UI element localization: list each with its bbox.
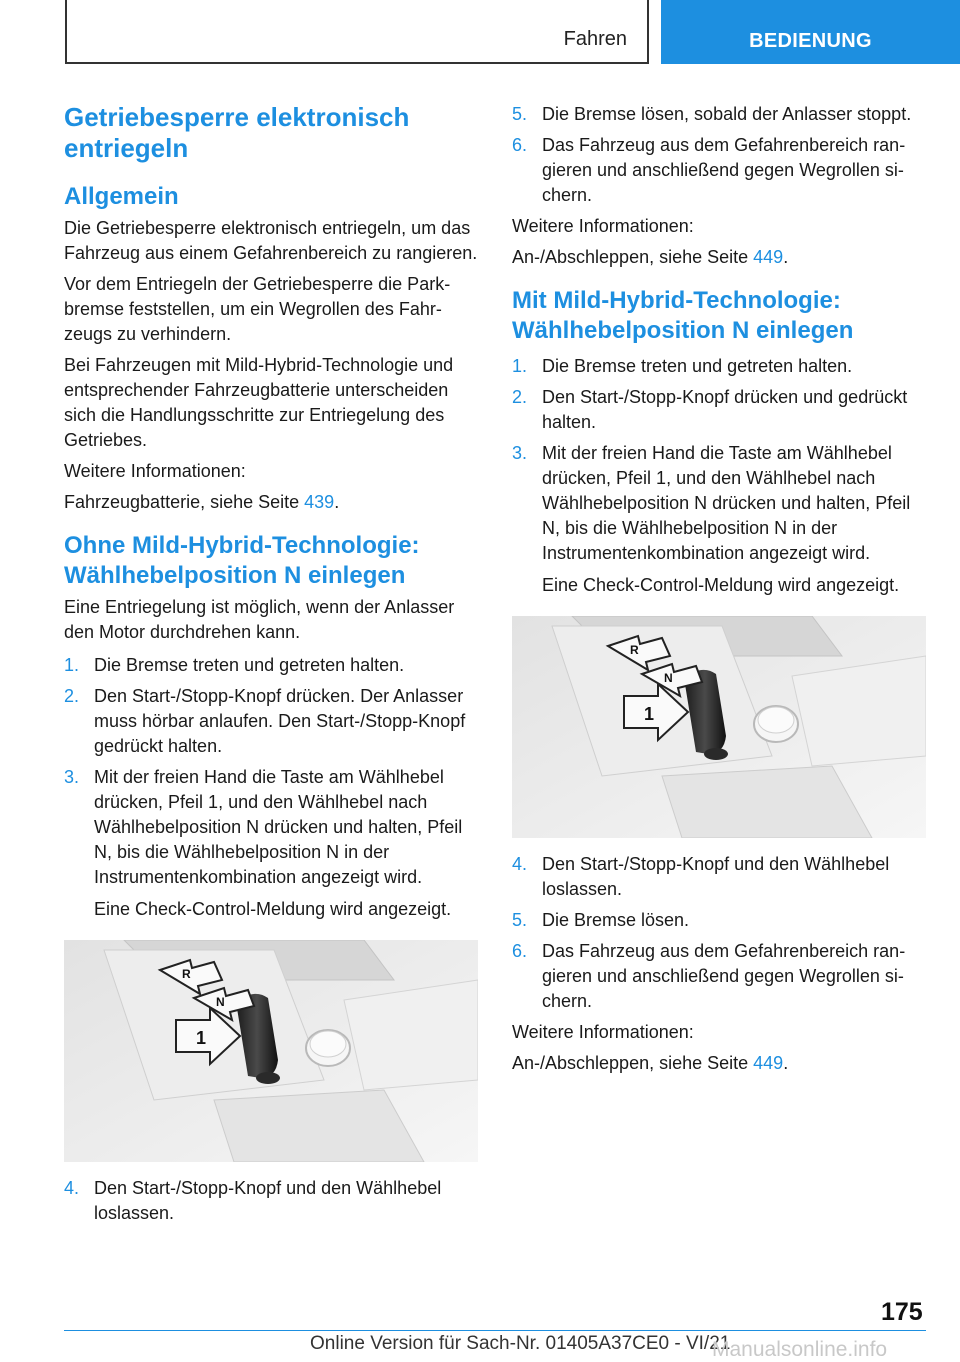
cross-reference — [512, 1051, 926, 1076]
paragraph-1: Die Getriebesperre elektronisch entriegeln, um das Fahrzeug aus einem Gefahrenbereich zu rangieren. — [64, 218, 478, 263]
page-number: 175 — [881, 1298, 923, 1326]
footer-online-version: Online Version für Sach-Nr. 01405A37CE0 - VI/21 — [310, 1333, 731, 1354]
list-item — [64, 765, 478, 922]
gear-selector-illustration — [64, 940, 478, 1162]
cross-reference-dot: . — [334, 492, 340, 512]
cross-reference-text: Fahrzeugbatterie, siehe Seite — [64, 492, 305, 512]
list-item — [512, 133, 926, 208]
step-text: Mit der freien Hand die Taste am Wählhebel drücken, Pfeil 1, und den Wählhebel nach Wählhebelposition N drücken und halten, Pfeil N, bis die Wählhebelposition N in der Instrumentenkombination angezeigt wird. — [94, 767, 463, 887]
cross-reference — [512, 245, 926, 270]
page-link-449[interactable]: 449 — [753, 247, 784, 267]
steps-list-left-continued — [64, 1176, 478, 1226]
cross-reference-dot: . — [783, 1053, 789, 1073]
step-number: 4. — [64, 1178, 80, 1198]
footer-divider — [64, 1330, 926, 1331]
steps-list-right-b — [512, 354, 926, 598]
gear-selector-illustration — [512, 616, 926, 838]
more-info-label: Weitere Informationen: — [512, 216, 694, 236]
step-text: Den Start-/Stopp-Knopf und den Wählhebel loslassen. — [94, 1178, 442, 1223]
list-item — [512, 441, 926, 598]
step-subtext: Eine Check-Control-Meldung wird angezeigt. — [542, 575, 900, 595]
step-number: 6. — [512, 941, 528, 961]
cross-reference — [64, 490, 478, 515]
list-item — [512, 354, 926, 379]
step-number: 5. — [512, 104, 528, 124]
list-item — [512, 852, 926, 902]
steps-list-left — [64, 653, 478, 922]
step-text: Die Bremse lösen, sobald der Anlasser stoppt. — [542, 104, 912, 124]
list-item — [512, 385, 926, 435]
step-text: Die Bremse treten und getreten halten. — [94, 655, 405, 675]
cross-reference-text: An-/Abschleppen, siehe Seite — [512, 1053, 754, 1073]
list-item — [512, 908, 926, 933]
step-text: Die Bremse lösen. — [542, 910, 690, 930]
cross-reference-text: An-/Abschleppen, siehe Seite — [512, 247, 754, 267]
step-number: 2. — [512, 387, 528, 407]
paragraph-2: Vor dem Entriegeln der Getriebesperre die Parkbremse feststellen, um ein Wegrollen des Fahrzeugs zu verhindern. — [64, 274, 451, 344]
step-number: 1. — [64, 655, 80, 675]
step-number: 6. — [512, 135, 528, 155]
gear-selector-drawing — [64, 940, 478, 1162]
header-chapter-tab — [661, 0, 960, 64]
header-section-box — [65, 0, 649, 64]
steps-list-right-a — [512, 102, 926, 208]
arrow-1-label: 1 — [644, 704, 655, 724]
gear-selector-drawing — [512, 616, 926, 838]
intro-paragraph: Eine Entriegelung ist möglich, wenn der Anlasser den Motor durchdrehen kann. — [64, 597, 455, 642]
list-item — [64, 653, 478, 678]
paragraph-3: Bei Fahrzeugen mit Mild-Hybrid-Technologie und entsprechender Fahrzeugbatterie unterscheiden sich die Handlungsschritte zur Entriegelung des Getriebes. — [64, 355, 454, 450]
arrow-r-label: R — [182, 967, 191, 981]
steps-list-right-c — [512, 852, 926, 1014]
step-subtext: Eine Check-Control-Meldung wird angezeigt. — [94, 899, 452, 919]
step-text: Den Start-/Stopp-Knopf drücken. Der Anlasser muss hörbar anlaufen. Den Start-/Stopp-Knopf gedrückt halten. — [94, 686, 466, 756]
step-number: 4. — [512, 854, 528, 874]
more-info-label: Weitere Informationen: — [64, 461, 246, 481]
list-item — [64, 684, 478, 759]
arrow-1-label: 1 — [196, 1028, 207, 1048]
list-item — [64, 1176, 478, 1226]
header-section-label: Fahren — [563, 28, 627, 50]
page-title: Getriebesperre elektronisch entriegeln — [64, 102, 410, 163]
step-number: 3. — [64, 767, 80, 787]
heading-general: Allgemein — [64, 183, 179, 210]
arrow-r-label: R — [630, 643, 639, 657]
cross-reference-dot: . — [783, 247, 789, 267]
step-text: Das Fahrzeug aus dem Gefahrenbereich rangieren und anschließend gegen Wegrollen sichern. — [542, 135, 906, 205]
step-text: Mit der freien Hand die Taste am Wählhebel drücken, Pfeil 1, und den Wählhebel nach Wählhebelposition N drücken und halten, Pfeil N, bis die Wählhebelposition N in der Instrumentenkombination angezeigt wird. — [542, 443, 911, 563]
step-number: 2. — [64, 686, 80, 706]
watermark: Manualsonline.info — [712, 1338, 888, 1361]
page-link-439[interactable]: 439 — [304, 492, 335, 512]
heading-without-mild-hybrid: Ohne Mild-Hybrid-Technologie: Wählhebelposition N einlegen — [64, 532, 420, 589]
step-text: Den Start-/Stopp-Knopf und den Wählhebel loslassen. — [542, 854, 890, 899]
list-item — [512, 102, 926, 127]
step-number: 1. — [512, 356, 528, 376]
list-item — [512, 939, 926, 1014]
step-number: 5. — [512, 910, 528, 930]
step-text: Die Bremse treten und getreten halten. — [542, 356, 853, 376]
left-column — [64, 102, 478, 1226]
step-text: Den Start-/Stopp-Knopf drücken und gedrückt halten. — [542, 387, 908, 432]
page-link-449[interactable]: 449 — [753, 1053, 784, 1073]
more-info-label: Weitere Informationen: — [512, 1022, 694, 1042]
arrow-n-label: N — [216, 995, 225, 1009]
right-column — [512, 102, 926, 1076]
step-number: 3. — [512, 443, 528, 463]
header-chapter-label: BEDIENUNG — [749, 30, 872, 52]
arrow-n-label: N — [664, 671, 673, 685]
heading-with-mild-hybrid: Mit Mild-Hybrid-Technologie: Wählhebelposition N einlegen — [512, 287, 854, 344]
step-text: Das Fahrzeug aus dem Gefahrenbereich rangieren und anschließend gegen Wegrollen sichern. — [542, 941, 906, 1011]
